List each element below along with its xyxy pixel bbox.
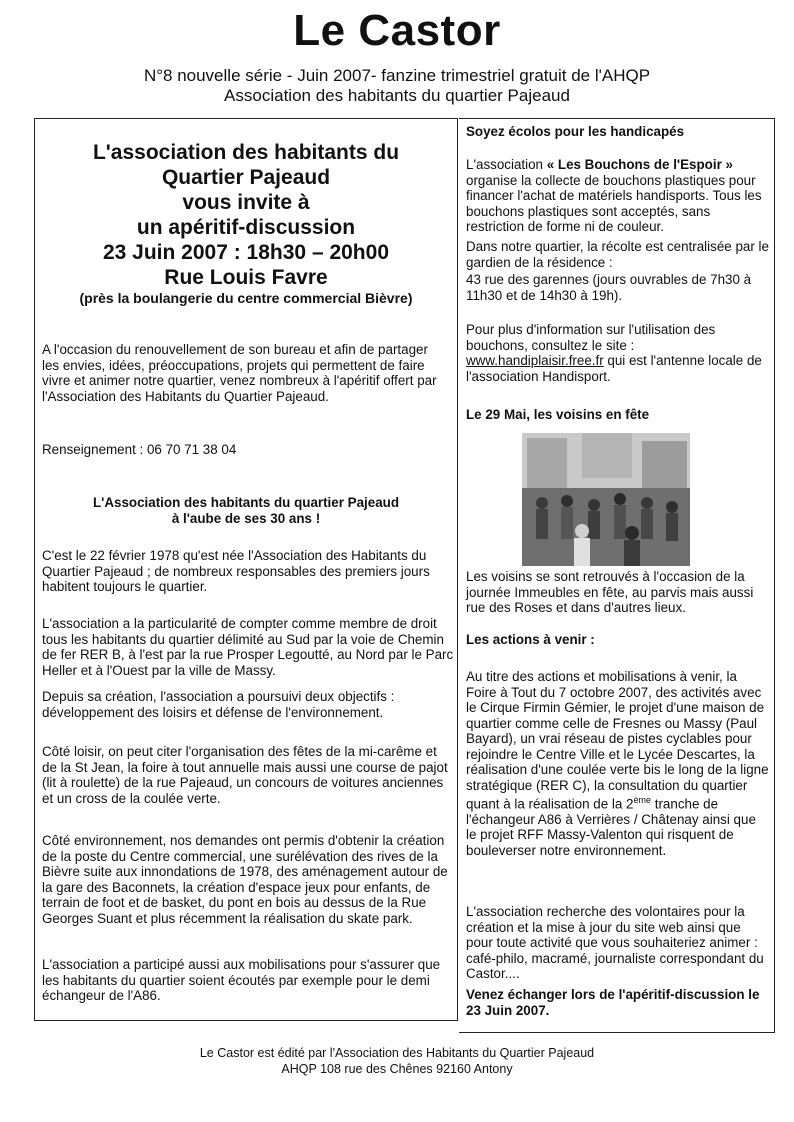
actions-paragraph xyxy=(466,669,770,858)
invitation-heading xyxy=(34,140,458,307)
actions-heading: Les actions à venir : xyxy=(466,632,595,647)
neighbours-party-photo xyxy=(522,433,690,566)
history-paragraph: Depuis sa création, l'association a poursuivi deux objectifs : développement des loisirs et défense de l'environnement. xyxy=(42,689,395,720)
footer-address: AHQP 108 rue des Chênes 92160 Antony xyxy=(281,1062,513,1076)
invitation-line: Quartier Pajeaud xyxy=(161,166,331,189)
association-name: Association des habitants du quartier Pajeaud xyxy=(224,86,570,105)
history-paragraph: C'est le 22 février 1978 qu'est née l'Association des Habitants du Quartier Pajeaud ; de nombreux responsables des premiers jours habitent toujours le quartier. xyxy=(42,548,430,594)
call-to-action: Venez échanger lors de l'apéritif-discussion le 23 Juin 2007. xyxy=(466,987,760,1018)
history-heading-line: L'Association des habitants du quartier Pajeaud xyxy=(92,495,400,510)
ecolo-text: qui est l'antenne locale de l'association Handisport. xyxy=(466,353,762,384)
ecolo-paragraph xyxy=(466,157,770,235)
actions-text: tranche de l'échangeur A86 à Verrières / Châtenay ainsi que le projet RFF Massy-Valenton qui risquent de bouleverser notre environnement. xyxy=(466,796,756,858)
footer-publisher: Le Castor est édité par l'Association des Habitants du Quartier Pajeaud xyxy=(199,1046,595,1060)
invitation-date: 23 Juin 2007 : 18h30 – 20h00 xyxy=(102,241,389,264)
history-heading-line: à l'aube de ses 30 ans ! xyxy=(171,510,321,526)
invitation-location: Rue Louis Favre xyxy=(164,266,328,289)
ordinal-superscript: ème xyxy=(633,795,652,805)
contact-phone: Renseignement : 06 70 71 38 04 xyxy=(42,442,237,457)
invitation-line: vous invite à xyxy=(182,191,310,214)
history-paragraph: L'association a participé aussi aux mobilisations pour s'assurer que les habitants du quartier soient écoutés par exemple pour le demi échangeur de l'A86. xyxy=(42,957,441,1003)
website-link[interactable]: www.handiplaisir.free.fr xyxy=(466,353,604,368)
ecolo-heading: Soyez écolos pour les handicapés xyxy=(466,124,685,139)
volunteers-paragraph: L'association recherche des volontaires pour la création et la mise à jour du site web ainsi que pour toute activité que vous souhaiteriez animer : café-philo, macramé, journaliste correspondant du Castor.... xyxy=(466,904,764,981)
ecolo-paragraph: Dans notre quartier, la récolte est centralisée par le gardien de la résidence : xyxy=(466,239,769,270)
invitation-line: un apéritif-discussion xyxy=(136,216,356,239)
history-heading xyxy=(34,495,458,526)
ecolo-address: 43 rue des garennes (jours ouvrables de 7h30 à 11h30 et de 14h30 à 19h). xyxy=(466,272,752,303)
location-note: (près la boulangerie du centre commercial Bièvre) xyxy=(79,290,413,306)
invitation-body: A l'occasion du renouvellement de son bureau et afin de partager les envies, idées, préoccupations, projets qui permettent de faire vivre et animer notre quartier, venez nombreux à l'apéritif offert par l'Association des Habitants du Quartier Pajeaud. xyxy=(42,342,437,404)
photo-caption: Les voisins se sont retrouvés à l'occasion de la journée Immeubles en fête, au parvis mais aussi rue des Roses et dans d'autres lieux. xyxy=(466,569,754,615)
history-paragraph: L'association a la particularité de compter comme membre de droit tous les habitants du quartier délimité au Sud par la voie de Chemin de fer RER B, à l'est par la rue Prosper Legoutté, au Nord par le Parc Heller et à l'Ouest par la ville de Massy. xyxy=(42,616,454,678)
actions-text: Au titre des actions et mobilisations à venir, la Foire à Tout du 7 octobre 2007, des activités avec le Cirque Firmin Gémier, le projet d'une maison de quartier comme celle de Fresnes ou Massy (Paul Bayard), un vrai réseau de pistes cyclables pour rejoindre le Centre Ville et le Lycée Descartes, la réalisation d'une coulée verte bis le long de la ligne stratégique (RER C), la consultation du quartier quant à la réalisation de la 2 xyxy=(466,669,769,812)
voisins-heading: Le 29 Mai, les voisins en fête xyxy=(466,407,650,422)
ecolo-text: L'association xyxy=(466,157,547,172)
association-name-bold: « Les Bouchons de l'Espoir » xyxy=(546,157,733,172)
issue-info: N°8 nouvelle série - Juin 2007- fanzine trimestriel gratuit de l'AHQP xyxy=(143,66,651,85)
ecolo-text: organise la collecte de bouchons plastiques pour financer l'achat de matériels handisports. Tous les bouchons plastiques sont acceptés, sans restriction de forme ni de couleur. xyxy=(466,172,762,234)
ecolo-text: Pour plus d'information sur l'utilisation des bouchons, consultez le site : xyxy=(466,322,716,353)
newsletter-title: Le Castor xyxy=(293,6,501,55)
history-paragraph: Côté environnement, nos demandes ont permis d'obtenir la création de la poste du Centre commercial, une surélévation des rives de la Bièvre suite aux innondations de 1978, des aménagement autour de la gare des Baconnets, la création d'espace jeux pour enfants, de terrain de foot et de basket, du pont en bois au dessus de la Rue Georges Suant et plus récemment la réalisation du skate park. xyxy=(42,833,448,926)
ecolo-paragraph xyxy=(466,322,770,384)
invitation-line: L'association des habitants du xyxy=(92,141,400,164)
history-paragraph: Côté loisir, on peut citer l'organisation des fêtes de la mi-carême et de la St Jean, la foire à tout annuelle mais aussi une course de pajot (lit à roulette) de la rue Pajeaud, un concours de voitures anciennes et un cross de la coulée verte. xyxy=(42,744,448,806)
